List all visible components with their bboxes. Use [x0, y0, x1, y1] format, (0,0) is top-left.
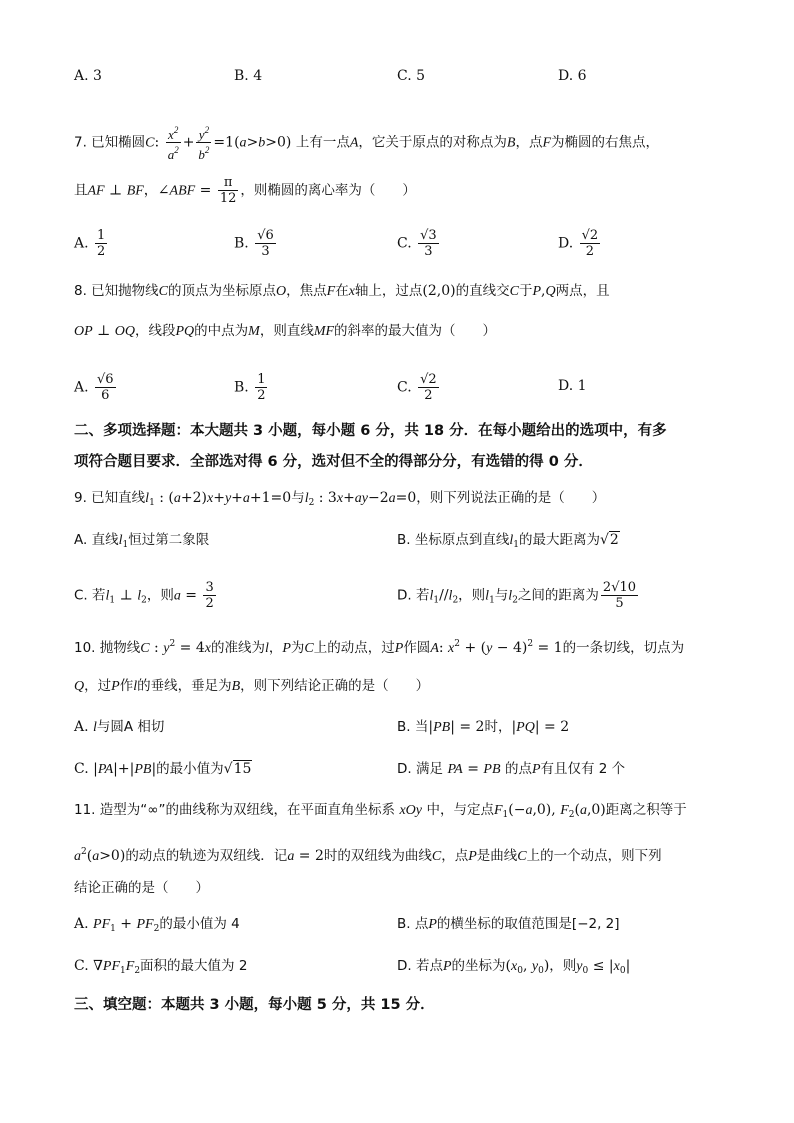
q10-stem-line1: 10. 抛物线C : $y^2 = 4x$的准线为l，P为C上的动点，过P作圆A: $x^2 + (y - 4)^2 = 1$的一条切线，切点为 — [74, 639, 685, 656]
section2-heading-line2: 项符合题目要求．全部选对得 6 分，选对但不全的得部分分，有选错的得 0 分． — [74, 454, 593, 470]
q10-option-d: D. 满足 PA = PB 的点P有且仅有 2 个 — [397, 761, 626, 777]
q11-option-b: B. 点P的横坐标的取值范围是[−2, 2] — [397, 916, 620, 932]
q7-option-c: C. $\frac{√3}{3}$ — [397, 228, 437, 259]
section3-heading: 三、填空题：本题共 3 小题，每小题 5 分，共 15 分． — [74, 997, 435, 1013]
q8-option-b: B. $\frac{1}{2}$ — [234, 372, 266, 403]
q10-option-c: C. |PA|+|PB|的最小值为√15 — [74, 761, 252, 777]
q7-option-d: D. $\frac{√2}{2}$ — [558, 228, 599, 259]
q10-option-a: A. l与圆A 相切 — [74, 719, 165, 735]
q8-stem-line2: OP ⊥ OQ，线段PQ的中点为M，则直线MF的斜率的最大值为（ ） — [74, 323, 497, 339]
q7-stem-line2: 且AF ⊥ BF，∠ABF = $\frac{\pi}{12}$ ，则椭圆的离心率为（ ） — [74, 175, 416, 206]
section2-heading-line1: 二、多项选择题：本大题共 3 小题，每小题 6 分，共 18 分．在每小题给出的选项中，有多 — [74, 423, 667, 439]
q6-option-a: A. 3 — [74, 68, 102, 84]
q9-stem: 9. 已知直线$l_1$ : (a+2)x+y+a+1=0与$l_2$ : 3x+ay−2a=0，则下列说法正确的是（ ） — [74, 490, 606, 508]
q11-stem-line1: 11. 造型为“∞”的曲线称为双纽线，在平面直角坐标系 xOy 中，与定点$F_1(-a,0)$, $F_2(a,0)$距离之积等于 — [74, 802, 687, 820]
q8-option-d: D. 1 — [558, 378, 587, 394]
q8-option-c: C. $\frac{√2}{2}$ — [397, 372, 437, 403]
q10-option-b: B. 当|PB| = 2时，|PQ| = 2 — [397, 719, 570, 735]
q7-stem-line1: 7. 已知椭圆C: $\frac{x^2}{a^2}$ + $\frac{y^2}{b^2}$ =1(a>b>0) 上有一点A，它关于原点的对称点为B，点F为椭圆的右焦点， — [74, 125, 660, 162]
q8-stem-line1: 8. 已知抛物线C的顶点为坐标原点O，焦点F在x轴上，过点(2,0)的直线交C于P,Q两点，且 — [74, 283, 610, 299]
q9-option-b: B. 坐标原点到直线$l_1$的最大距离为√2 — [397, 532, 619, 550]
q11-option-c: C. $\nabla PF_1F_2$面积的最大值为 2 — [74, 958, 248, 976]
q11-stem-line2: $a^2(a>0)$的动点的轨迹为双纽线．记a = 2时的双纽线为曲线C，点P是曲线C上的一个动点，则下列 — [74, 847, 662, 864]
q6-option-b: B. 4 — [234, 68, 263, 84]
q8-option-a: A. $\frac{√6}{6}$ — [74, 372, 114, 403]
q11-stem-line3: 结论正确的是（ ） — [74, 880, 209, 896]
q6-option-c: C. 5 — [397, 68, 426, 84]
q7-option-b: B. $\frac{√6}{3}$ — [234, 228, 274, 259]
q10-stem-line2: Q，过P作l的垂线，垂足为B，则下列结论正确的是（ ） — [74, 678, 430, 694]
q7-option-a: A. $\frac{1}{2}$ — [74, 228, 106, 259]
q9-option-a: A. 直线$l_1$恒过第二象限 — [74, 532, 210, 550]
q11-option-d: D. 若点P的坐标为($x_0$, $y_0$)，则$y_0 \le |x_0|$ — [397, 958, 631, 976]
q11-option-a: A. $PF_1 + PF_2$的最小值为 4 — [74, 916, 240, 934]
q9-option-c: C. 若$l_1$ ⊥ $l_2$，则a = $\frac{3}{2}$ — [74, 580, 214, 611]
q9-option-d: D. 若$l_1//l_2$，则$l_1$与$l_2$之间的距离为 $\frac{2√10}{5}$ — [397, 580, 637, 611]
q6-option-d: D. 6 — [558, 68, 587, 84]
